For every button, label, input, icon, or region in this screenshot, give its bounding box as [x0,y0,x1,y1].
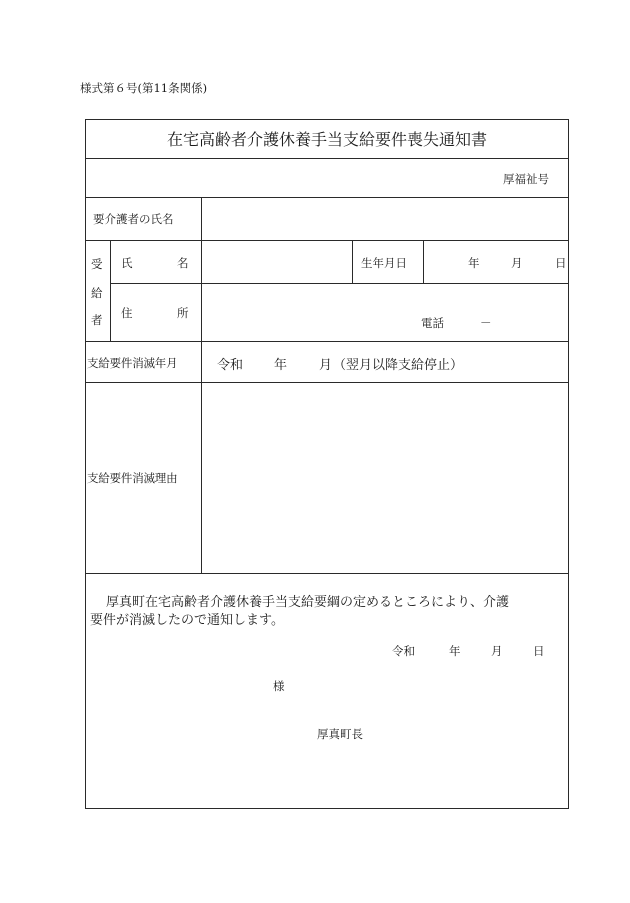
loss-reason-field[interactable] [203,384,567,572]
loss-date-label: 支給要件消滅年月 [87,356,178,370]
loss-reason-label: 支給要件消滅理由 [87,471,178,485]
recipient-address-field[interactable] [203,285,567,340]
notice-body-line2: 要件が消滅したので通知します。 [90,613,284,628]
issuer-name: 厚真町長 [317,727,363,741]
form-number: 様式第６号(第11条関係) [80,81,208,95]
document-title: 在宅高齢者介護休養手当支給要件喪失通知書 [166,130,487,149]
recipient-name-field[interactable] [203,242,351,283]
care-recipient-name-label: 要介護者の氏名 [93,212,174,226]
birthdate-label: 生年月日 [361,256,407,270]
notice-body-line1: 厚真町在宅高齢者介護休養手当支給要綱の定めるところにより、介護 [106,595,510,610]
care-recipient-name-field[interactable] [203,199,567,239]
addressee-suffix: 様 [273,679,285,693]
document-number-label: 厚福祉号 [503,172,549,186]
loss-date-note: （翌月以降支給停止） [333,358,464,373]
